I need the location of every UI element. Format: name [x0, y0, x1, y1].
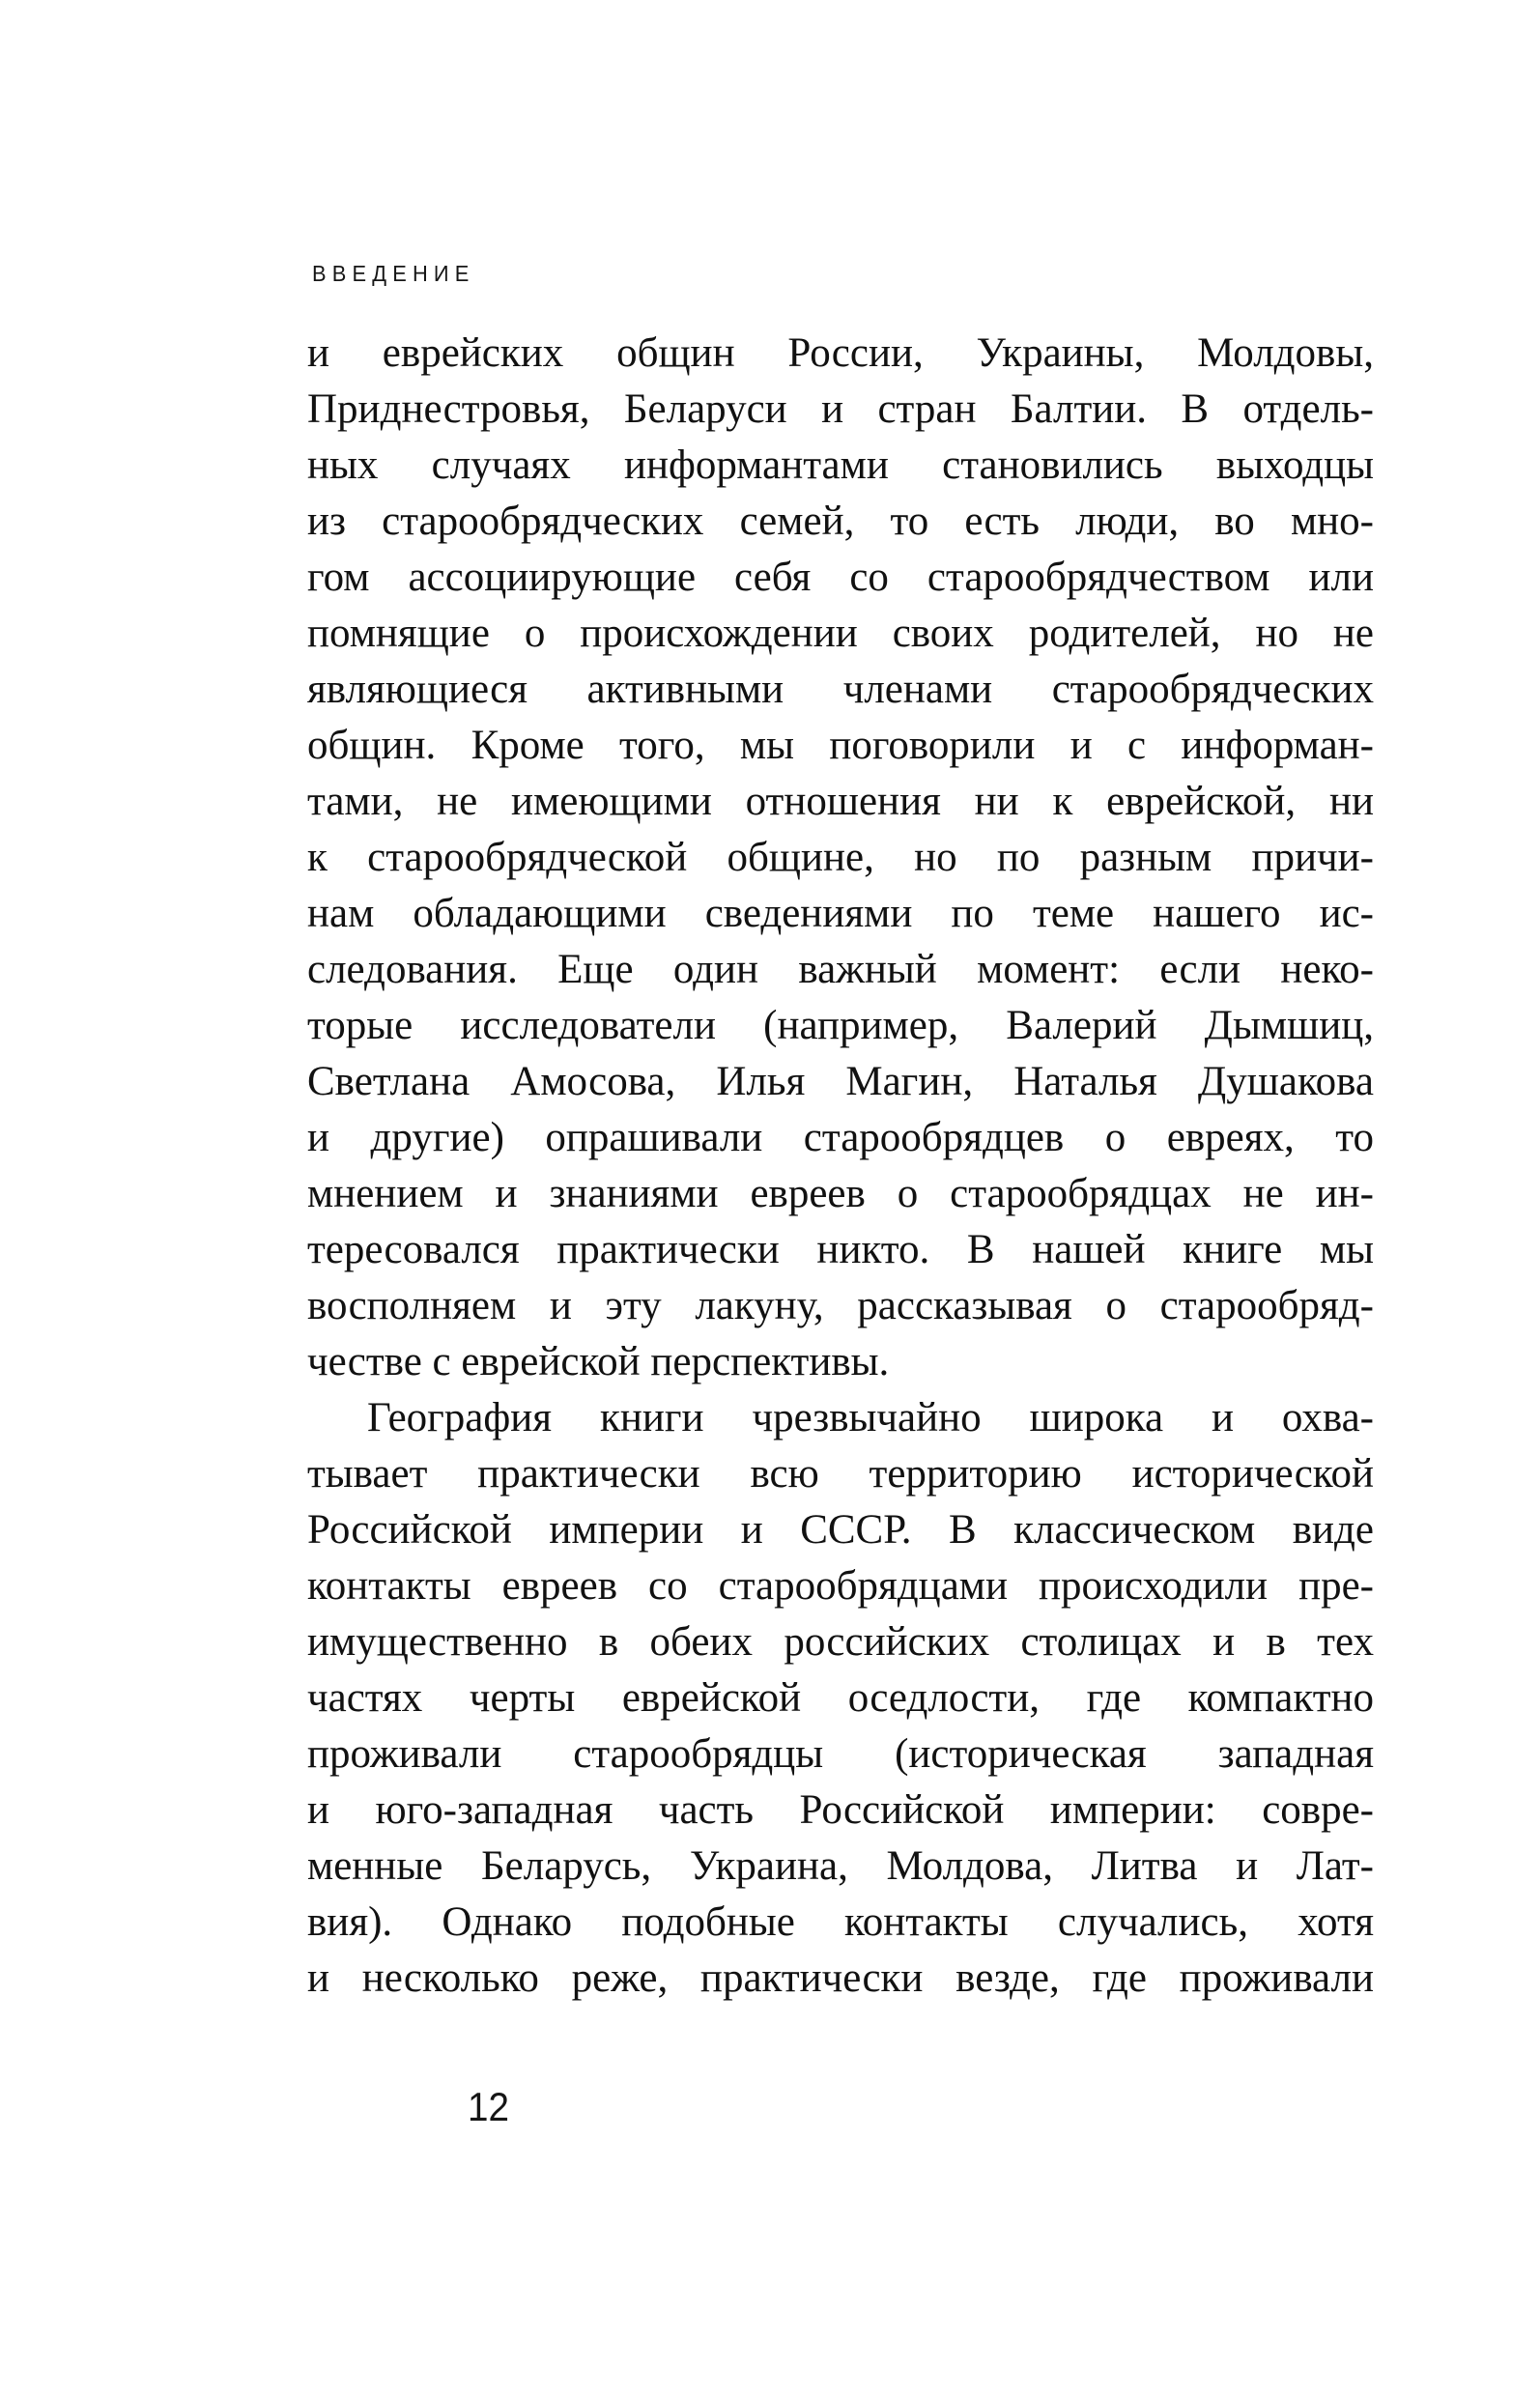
- text-line-paragraph-end: честве с еврейской перспективы.: [307, 1339, 890, 1384]
- text-line: и еврейских общин России, Украины, Молдовы,: [307, 330, 1374, 376]
- text-line: тересовался практически никто. В нашей книге мы: [307, 1227, 1374, 1272]
- text-line: торые исследователи (например, Валерий Дымшиц,: [307, 1003, 1374, 1048]
- text-line: гом ассоциирующие себя со старообрядчеством или: [307, 555, 1374, 600]
- text-line: Приднестровья, Беларуси и стран Балтии. В отдель-: [307, 386, 1374, 432]
- text-line-paragraph-start: География книги чрезвычайно широка и охва-: [367, 1395, 1374, 1440]
- text-line: Светлана Амосова, Илья Магин, Наталья Душакова: [307, 1059, 1374, 1104]
- text-line: тывает практически всю территорию исторической: [307, 1451, 1374, 1497]
- text-line: мнением и знаниями евреев о старообрядцах не ин-: [307, 1171, 1374, 1216]
- text-line: вия). Однако подобные контакты случались, хотя: [307, 1899, 1374, 1945]
- body-text: [307, 326, 1374, 2007]
- text-line: восполняем и эту лакуну, рассказывая о старообряд-: [307, 1283, 1374, 1328]
- text-line: проживали старообрядцы (историческая западная: [307, 1731, 1374, 1777]
- text-line: следования. Еще один важный момент: если неко-: [307, 947, 1374, 992]
- text-line: ных случаях информантами становились выходцы: [307, 442, 1374, 488]
- text-line: тами, не имеющими отношения ни к еврейской, ни: [307, 779, 1374, 824]
- text-line: общин. Кроме того, мы поговорили и с информан-: [307, 723, 1374, 768]
- page-number: 12: [468, 2084, 509, 2129]
- text-line: нам обладающими сведениями по теме нашего ис-: [307, 891, 1374, 936]
- running-header: ВВЕДЕНИЕ: [312, 261, 475, 286]
- text-line: являющиеся активными членами старообрядческих: [307, 667, 1374, 712]
- text-line: помнящие о происхождении своих родителей, но не: [307, 611, 1374, 656]
- text-line: и несколько реже, практически везде, где проживали: [307, 1955, 1374, 2001]
- text-line: Российской империи и СССР. В классическом виде: [307, 1507, 1374, 1553]
- text-line: контакты евреев со старообрядцами происходили пре-: [307, 1563, 1374, 1609]
- text-line: и юго-западная часть Российской империи: совре-: [307, 1787, 1374, 1833]
- text-line: частях черты еврейской оседлости, где компактно: [307, 1675, 1374, 1721]
- text-line: к старообрядческой общине, но по разным причи-: [307, 835, 1374, 880]
- text-line: менные Беларусь, Украина, Молдова, Литва и Лат-: [307, 1843, 1374, 1889]
- text-line: из старообрядческих семей, то есть люди, во мно-: [307, 499, 1374, 544]
- text-line: и другие) опрашивали старообрядцев о евреях, то: [307, 1115, 1374, 1160]
- text-line: имущественно в обеих российских столицах и в тех: [307, 1619, 1374, 1665]
